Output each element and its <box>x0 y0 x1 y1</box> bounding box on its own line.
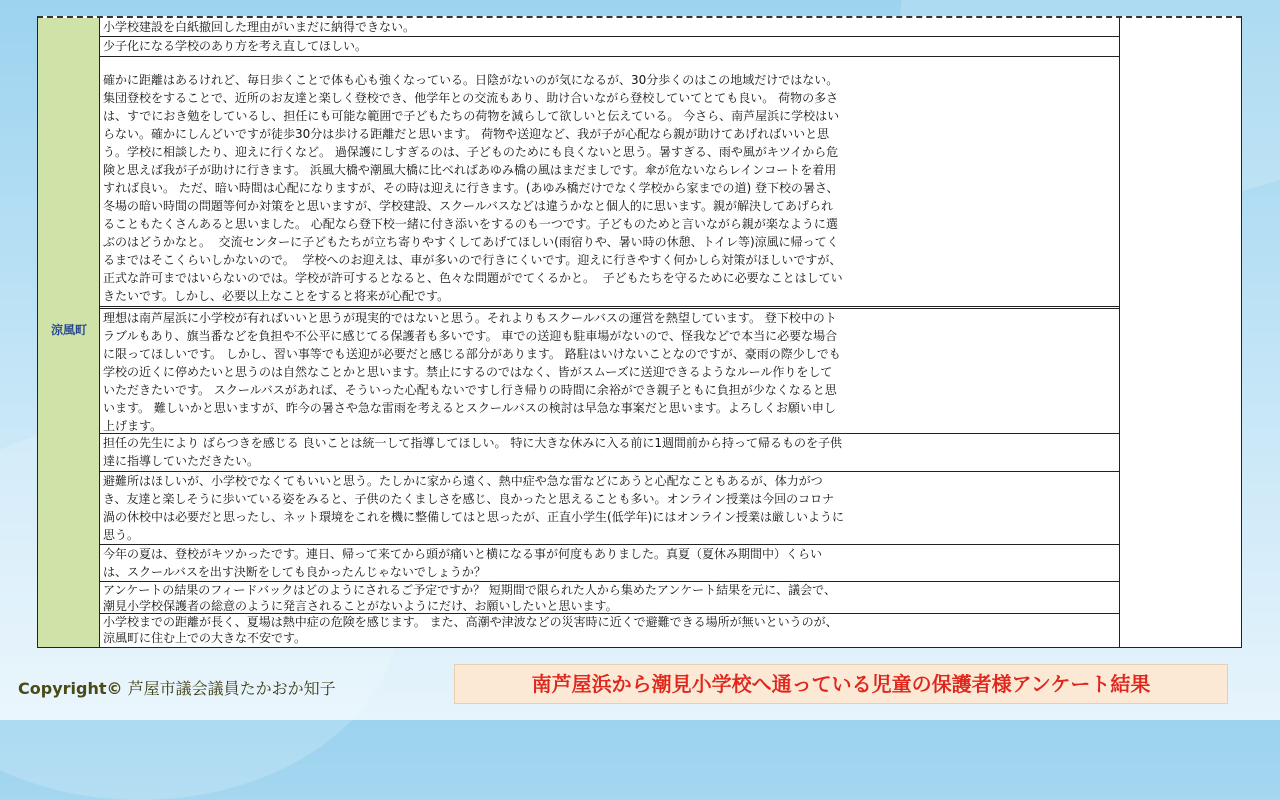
comment-row <box>100 434 1120 472</box>
comment-row <box>100 37 1120 57</box>
comment-row <box>100 614 1120 648</box>
copyright-label: Copyright© <box>18 679 123 698</box>
district-label: 涼風町 <box>50 323 87 337</box>
survey-table <box>37 16 1242 648</box>
comment-text: アンケートの結果のフィードバックはどのようにされるご予定ですか？ 短期間で限られた人から集めたアンケート結果を元に、議会で、 潮見小学校保護者の総意のように発言されることがないようにだけ、お願いしたいと思います。 <box>103 583 836 613</box>
comment-row <box>100 582 1120 614</box>
comment-text: 避難所はほしいが、小学校でなくてもいいと思う。たしかに家から遠く、熱中症や急な雷などにあうと心配なこともあるが、体力がつ き、友達と楽しそうに歩いている姿をみると、子供のたくましさを感じ、良かったと思えることも多い。オンライン授業は今回のコロナ 渦の休校中は必要だと思ったし、ネット環境をこれを機に整備してはと思ったが、正直小学生(低学年)にはオンライン授業は厳しいように 思う。 <box>103 474 845 542</box>
title-banner: 南芦屋浜から潮見小学校へ通っている児童の保護者様アンケート結果 <box>454 664 1228 704</box>
comment-rows <box>100 18 1120 647</box>
comment-text: 小学校までの距離が長く、夏場は熱中症の危険を感じます。 また、高潮や津波などの災害時に近くで避難できる場所が無いというのが、 涼風町に住む上での大きな不安です。 <box>103 615 838 645</box>
comment-text: 担任の先生により ばらつきを感じる 良いことは統一して指導してほしい。 特に大きな休みに入る前に1週間前から持って帰るものを子供 達に指導していただきたい。 <box>103 436 842 468</box>
comment-row <box>100 545 1120 582</box>
blank-column <box>1119 18 1241 647</box>
comment-row <box>100 57 1120 309</box>
comment-row <box>100 472 1120 545</box>
district-column <box>38 18 100 647</box>
comment-text: 確かに距離はあるけれど、毎日歩くことで体も心も強くなっている。日陰がないのが気になるが、30分歩くのはこの地域だけではない。 集団登校をすることで、近所のお友達と楽しく登校でき、他学年との交流もあり、助け合いながら登校していてとても良い。 荷物の多さ は、すでにおき勉をしているし、担任にも可能な範囲で子どもたちの荷物を減らして欲しいと伝えている。 今さら、南芦屋浜に学校はい らない。確かにしんどいですが徒歩30分は歩ける距離だと思います。 荷物や送迎など、我が子が心配なら親が助けてあげればいいと思 う。学校に相談したり、迎えに行くなど。 過保護にしすぎるのは、子どものためにも良くないと思う。暑すぎる、雨や風がキツイから危 険と思えば我が子が助けに行きます。 浜風大橋や潮風大橋に比べればあゆみ橋の風はまだましです。傘が危ないならレインコートを着用 すれば良い。 ただ、暗い時間は心配になりますが、その時は迎えに行きます。(あゆみ橋だけでなく学校から家までの道) 登下校の暑さ、 冬場の暗い時間の問題等何か対策をと思いますが、学校建設、スクールバスなどは違うかなと個人的に思います。親が解決してあげられ ることもたくさんあると思いました。 心配なら登下校一緒に付き添いをするのも一つです。子どものためと言いながら親が楽なように選 ぶのはどうかなと。 交流センターに子どもたちが立ち寄りやすくしてあげてほしい(雨宿りや、暑い時の休憩、トイレ等)涼風に帰ってく るまではそこくらいしかないので。 学校へのお迎えは、車が多いので行きにくいです。迎えに行きやすく何かしら対策がほしいですが、 正式な許可まではいらないのでは。学校が許可するとなると、色々な問題がでてくるかと。 子どもたちを守るために必要なことはしてい きたいです。しかし、必要以上なことをすると将来が心配です。 <box>103 73 843 303</box>
comment-text: 少子化になる学校のあり方を考え直してほしい。 <box>103 39 368 53</box>
comment-text: 小学校建設を白紙撤回した理由がいまだに納得できない。 <box>103 20 416 34</box>
author-name: 芦屋市議会議員たかおか知子 <box>122 679 336 698</box>
comment-row <box>100 18 1120 37</box>
copyright-notice <box>18 676 336 699</box>
comment-text: 今年の夏は、登校がキツかったです。連日、帰って来てから頭が痛いと横になる事が何度もありました。真夏（夏休み期間中）くらい は、スクールバスを出す決断をしても良かったんじゃないでしょうか？ <box>103 547 823 579</box>
comment-text: 理想は南芦屋浜に小学校が有ればいいと思うが現実的ではないと思う。それよりもスクールバスの運営を熱望しています。 登下校中のト ラブルもあり、旗当番などを負担や不公平に感じてる保護者も多いです。 車での送迎も駐車場がないので、怪我などで本当に必要な場合 に限ってほしいです。 しかし、習い事等でも送迎が必要だと感じる部分があります。 路駐はいけないことなのですが、豪雨の際少しでも 学校の近くに停めたいと思うのは自然なことかと思います。禁止にするのではなく、皆がスムーズに送迎できるようなルール作りをして いただきたいです。 スクールバスがあれば、そういった心配もないですし行き帰りの時間に余裕ができ親子ともに負担が少なくなると思 います。 難しいかと思いますが、昨今の暑さや急な雷雨を考えるとスクールバスの検討は早急な事案だと思います。よろしくお願い申し 上げます。 <box>103 311 841 433</box>
comment-row <box>100 309 1120 434</box>
